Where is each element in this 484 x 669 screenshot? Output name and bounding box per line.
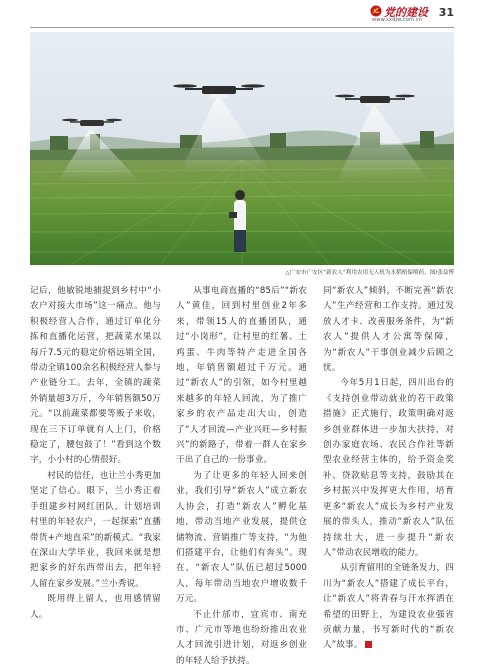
paragraph: 同“新农人”倾斜，不断完善“新农人”生产经营和工作支持。通过发放人才卡、改善服务条件，为“新农人”提供人才公寓等保障，为“新农人”干事创业减少后顾之忧。 xyxy=(323,286,454,374)
logo-url: www.sxdjw.com.cn xyxy=(372,17,423,23)
article-column xyxy=(176,284,307,669)
page-header xyxy=(0,0,484,28)
party-emblem-icon xyxy=(370,5,382,17)
drone-field-photo xyxy=(30,32,454,265)
article-end-mark xyxy=(365,641,372,648)
paragraph: 从事电商直播的“85后”“新农人”黄佳，回到村里创业2年多来，带领15人的直播团队，通过“小岗形”，让村里的红薯、土鸡蛋、牛肉等特产走进全国各地，年销售额超过千万元。通过“新农人”的引领，如今村里越来越多的年轻人回流，为了推广家乡的农产品走出大山，创造了“人才回流—产业兴旺—乡村振兴”的新路子，带着一群人在家乡干出了自己的一份事业。 xyxy=(176,286,307,466)
photo-caption: △广安市广安区“新农人”利用农用无人机为水稻植保喷药。图/张益博 xyxy=(285,270,454,276)
paragraph: 村民的信任，也让兰小秀更加坚定了信心。眼下，兰小秀正着手组建乡村网红团队，计划培训村里的年轻农户，一起探索“直播带货+产地直采”的新模式。“我家在深山大学毕业，我回来就是想把家乡的好东西带出去，把年轻人留在家乡发展。”兰小秀说。 xyxy=(30,470,161,589)
paragraph: 不止什邡市，宜宾市、南充市、广元市等地也纷纷推出农业人才回流引进计划，对返乡创业的年轻人给予扶持。 xyxy=(176,609,307,666)
article-body xyxy=(30,284,454,666)
paragraph: 为了让更多的年轻人回来创业，我们引导“新农人”成立新农人协会，打造“新农人”孵化基地，带动当地产业发展，提供仓储物流、营销推广等支持，“为他们搭建平台，让他们有奔头”。现在，“新农人”队伍已超过5000人，每年带动当地农户增收数千万元。 xyxy=(176,470,307,605)
paragraph: 今年5月1日起，四川出台的《支持创业带动就业的若干政策措施》正式施行，政策明确对返乡创业群体进一步加大扶持，对创办家庭农场、农民合作社等新型农业经营主体的，给予资金奖补、贷款贴息等支持，鼓励其在乡村振兴中发挥更大作用，培育更多“新农人”成长为乡村产业发展的带头人，推动“新农人”队伍持续壮大，进一步提升“新农人”带动农民增收的能力。 xyxy=(323,378,454,558)
page-number: 31 xyxy=(438,6,454,19)
header-divider xyxy=(30,27,454,28)
paragraph: 从引育留用的全链条发力，四川为“新农人”搭建了成长平台，让“新农人”将青春与汗水挥洒在希望的田野上，为建设农业强省贡献力量，书写新时代的“新农人”故事。 xyxy=(323,563,454,651)
logo-text: 党的建设 xyxy=(384,6,428,19)
magazine-logo xyxy=(370,4,434,24)
article-column xyxy=(30,284,161,623)
article-column xyxy=(323,284,454,654)
paragraph: 记后，他敏锐地捕捉到乡村中“小农户对接大市场”这一痛点。他与积极经营人合作，通过订单化分拣和直播化运营，把蔬菜水果以每斤7.5元的稳定价格远销全国，带动全镇100余名积极经营人参与产业链分工。去年，全镇的蔬菜外销量超3万斤，今年销售额50万元。“以前蔬菜都要等贩子来收，现在三下订单就有人上门，价格稳定了，腰包鼓了！”看到这个数字，小小村的心情很好。 xyxy=(30,286,161,466)
paragraph: 既用得上留人，也用感情留人。 xyxy=(30,594,161,620)
